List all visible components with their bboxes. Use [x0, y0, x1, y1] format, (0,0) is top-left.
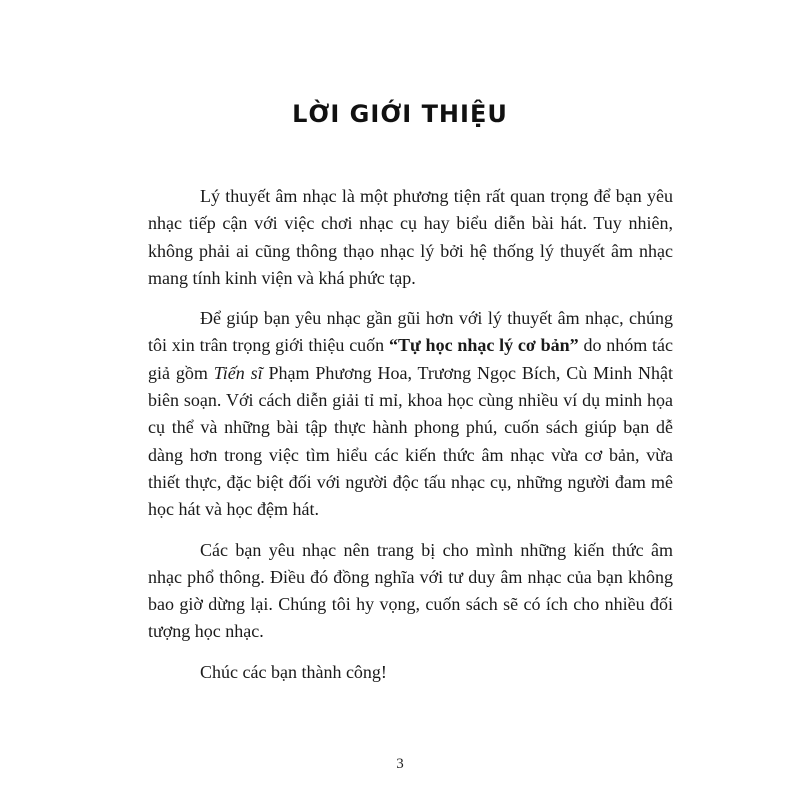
closing-line: Chúc các bạn thành công!	[200, 661, 387, 682]
page-body	[148, 183, 673, 699]
page-title: LỜI GIỚI THIỆU	[292, 100, 508, 128]
page-number: 3	[396, 756, 404, 772]
paragraph-recommendation: Các bạn yêu nhạc nên trang bị cho mình những kiến thức âm nhạc phổ thông. Điều đó đồng nghĩa với tư duy âm nhạc của bạn không bao giờ dừng lại. Chúng tôi hy vọng, cuốn sách sẽ có ích cho nhiều đối tượng học nhạc.	[148, 539, 673, 642]
author-degree: Tiến sĩ	[213, 362, 263, 383]
paragraph-text: do nhóm tác giả gồm	[148, 335, 674, 383]
paragraph-intro: Lý thuyết âm nhạc là một phương tiện rất quan trọng để bạn yêu nhạc tiếp cận với việc chơi nhạc cụ hay biểu diễn bài hát. Tuy nhiên, không phải ai cũng thông thạo nhạc lý bởi hệ thống lý thuyết âm nhạc mang tính kinh viện và khá phức tạp.	[148, 186, 673, 288]
paragraph-text: Để giúp bạn yêu nhạc gần gũi hơn với lý thuyết âm nhạc, chúng tôi xin trân trọng giới thiệu cuốn	[148, 308, 673, 356]
paragraph-book-introduction	[148, 305, 673, 523]
paragraph-text: Phạm Phương Hoa, Trương Ngọc Bích, Cù Minh Nhật biên soạn. Với cách diễn giải tỉ mỉ, khoa học cùng nhiều ví dụ minh họa cụ thể và những bài tập thực hành phong phú, cuốn sách giúp bạn dễ dàng hơn trong việc tìm hiểu các kiến thức âm nhạc vừa cơ bản, vừa thiết thực, đặc biệt đối với người độc tấu nhạc cụ, những người đam mê học hát và học đệm hát.	[148, 362, 673, 520]
book-title: “Tự học nhạc lý cơ bản”	[388, 335, 579, 356]
